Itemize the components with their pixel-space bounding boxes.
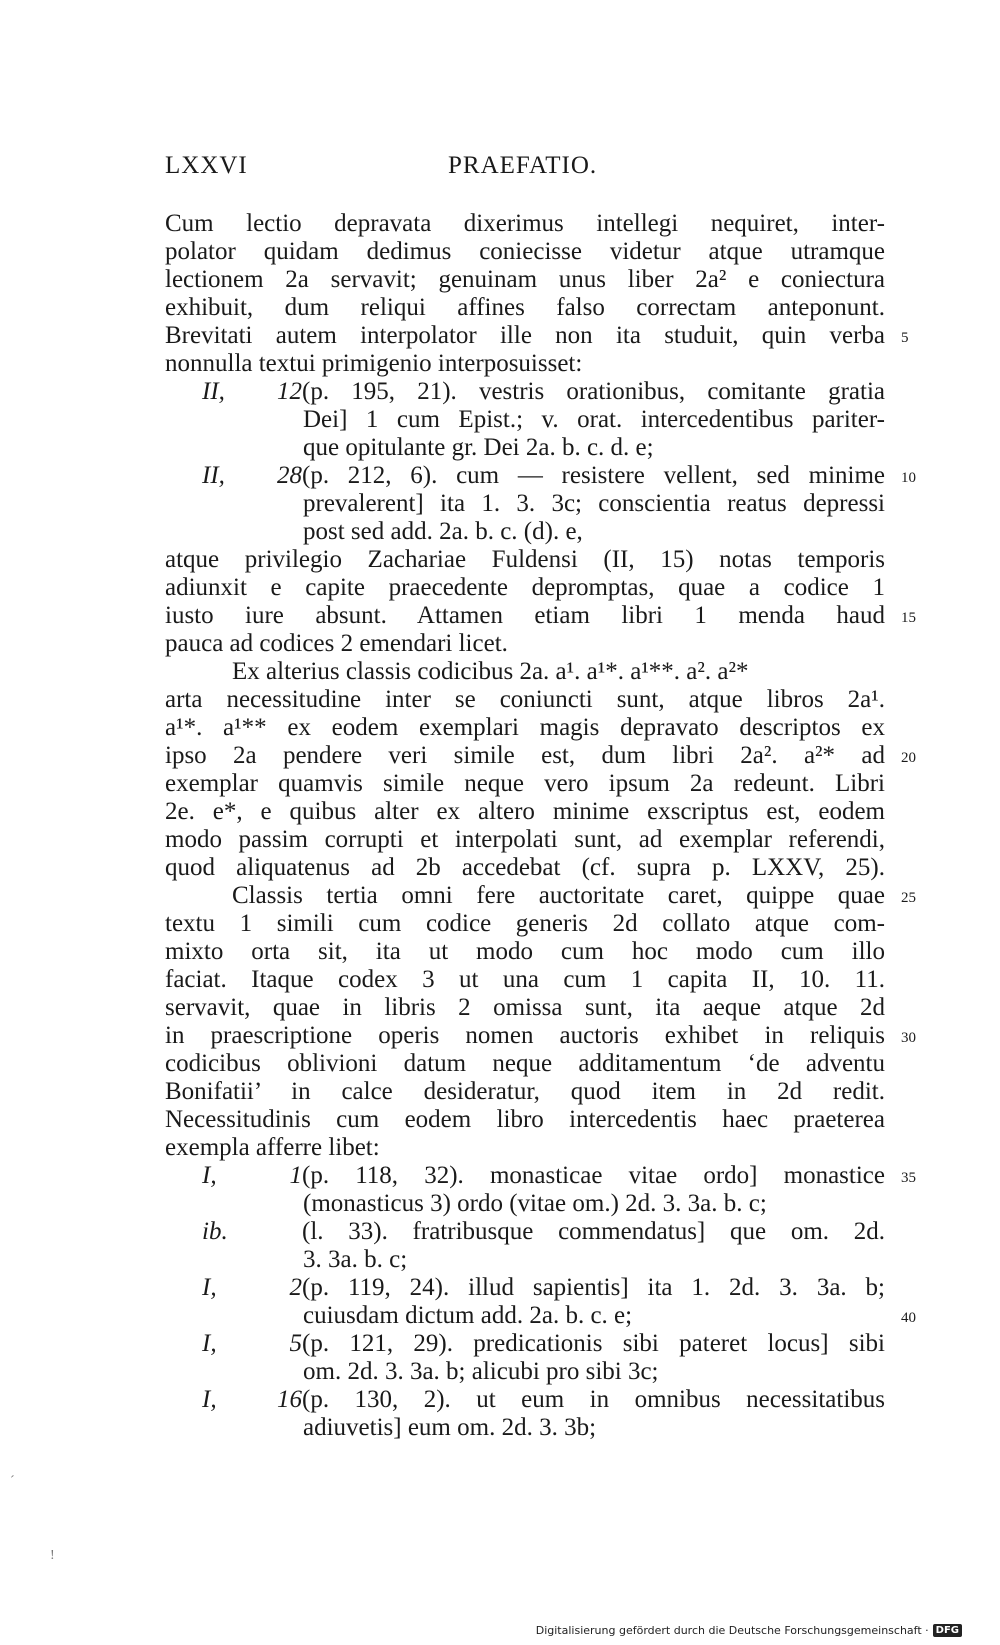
line-number: 5 bbox=[901, 330, 909, 346]
text-line: arta necessitudine inter se coniuncti sunt, atque libros 2a¹. bbox=[165, 686, 885, 713]
text-line bbox=[202, 1218, 885, 1246]
line-number: 30 bbox=[901, 1030, 916, 1046]
text-line: in praescriptione operis nomen auctoris exhibet in reliquis bbox=[165, 1022, 885, 1049]
text-line: cuiusdam dictum add. 2a. b. c. e; bbox=[303, 1302, 633, 1329]
text-line bbox=[202, 462, 885, 490]
text-line bbox=[202, 1330, 885, 1358]
text-line: post sed add. 2a. b. c. (d). e, bbox=[303, 518, 583, 545]
passage-reference: I, 5 bbox=[202, 1330, 302, 1357]
scan-mark: ´ bbox=[10, 1474, 15, 1489]
text-line: Brevitati autem interpolator ille non ita studuit, quin verba bbox=[165, 322, 885, 349]
text-line: que opitulante gr. Dei 2a. b. c. d. e; bbox=[303, 434, 654, 461]
passage-reference: I, 2 bbox=[202, 1274, 302, 1301]
passage-reference: II, 12 bbox=[202, 378, 302, 405]
digitization-credit bbox=[536, 1624, 962, 1637]
line-number: 20 bbox=[901, 750, 916, 766]
text-line: exhibuit, dum reliqui affines falso correctam anteponunt. bbox=[165, 294, 885, 321]
credit-text: Digitalisierung gefördert durch die Deutsche Forschungsgemeinschaft · bbox=[535, 1624, 929, 1637]
text-line: adiuvetis] eum om. 2d. 3. 3b; bbox=[303, 1414, 597, 1441]
text-line: Ex alterius classis codicibus 2a. a¹. a¹*. a¹**. a². a²* bbox=[232, 658, 749, 685]
line-number: 35 bbox=[901, 1170, 916, 1186]
text-line: mixto orta sit, ita ut modo cum hoc modo cum illo bbox=[165, 938, 885, 965]
passage-reference: I, 1 bbox=[202, 1162, 302, 1189]
passage-reference: II, 28 bbox=[202, 462, 302, 489]
text-line: om. 2d. 3. 3a. b; alicubi pro sibi 3c; bbox=[303, 1358, 659, 1385]
text-line: nonnulla textui primigenio interposuisset: bbox=[165, 350, 583, 377]
dfg-logo: DFG bbox=[933, 1624, 962, 1637]
text-line bbox=[202, 1386, 885, 1414]
text-line bbox=[202, 378, 885, 406]
text-line: codicibus oblivioni datum neque additamentum ‘de adventu bbox=[165, 1050, 885, 1077]
text-line bbox=[202, 1274, 885, 1302]
text-line: 2e. e*, e quibus alter ex altero minime exscriptus est, eodem bbox=[165, 798, 885, 825]
text-line: atque privilegio Zachariae Fuldensi (II, 15) notas temporis bbox=[165, 546, 885, 573]
text-line: Necessitudinis cum eodem libro intercedentis haec praeterea bbox=[165, 1106, 885, 1133]
line-number: 25 bbox=[901, 890, 916, 906]
text-line: (monasticus 3) ordo (vitae om.) 2d. 3. 3a. b. c; bbox=[303, 1190, 767, 1217]
text-line: adiunxit e capite praecedente depromptas, quae a codice 1 bbox=[165, 574, 885, 601]
line-text: (p. 121, 29). predicationis sibi pateret locus] sibi bbox=[302, 1330, 885, 1357]
line-number: 10 bbox=[901, 470, 916, 486]
text-line: iusto iure absunt. Attamen etiam libri 1 menda haud bbox=[165, 602, 885, 629]
line-text: (p. 130, 2). ut eum in omnibus necessitatibus bbox=[302, 1386, 885, 1413]
line-text: (l. 33). fratribusque commendatus] que om. 2d. bbox=[302, 1218, 885, 1245]
text-line: Cum lectio depravata dixerimus intellegi nequiret, inter- bbox=[165, 210, 885, 237]
line-text: (p. 195, 21). vestris orationibus, comitante gratia bbox=[302, 378, 885, 405]
text-line: modo passim corrupti et interpolati sunt, ad exemplar referendi, bbox=[165, 826, 885, 853]
text-line: 3. 3a. b. c; bbox=[303, 1246, 408, 1273]
text-line: pauca ad codices 2 emendari licet. bbox=[165, 630, 508, 657]
passage-reference: ib. bbox=[202, 1218, 228, 1245]
text-line: ipso 2a pendere veri simile est, dum libri 2a². a²* ad bbox=[165, 742, 885, 769]
text-line: Classis tertia omni fere auctoritate caret, quippe quae bbox=[232, 882, 885, 909]
text-line: Dei] 1 cum Epist.; v. orat. intercedentibus pariter- bbox=[303, 406, 885, 433]
text-line: textu 1 simili cum codice generis 2d collato atque com- bbox=[165, 910, 885, 937]
line-text: (p. 118, 32). monasticae vitae ordo] monastice bbox=[302, 1162, 885, 1189]
text-line: faciat. Itaque codex 3 ut una cum 1 capita II, 10. 11. bbox=[165, 966, 885, 993]
page-title: PRAEFATIO. bbox=[448, 152, 598, 179]
text-line: a¹*. a¹** ex eodem exemplari magis depravato descriptos ex bbox=[165, 714, 885, 741]
text-line: Bonifatii’ in calce desideratur, quod item in 2d redit. bbox=[165, 1078, 885, 1105]
text-line: quod aliquatenus ad 2b accedebat (cf. supra p. LXXV, 25). bbox=[165, 854, 885, 881]
line-number: 15 bbox=[901, 610, 916, 626]
text-line: polator quidam dedimus coniecisse videtur atque utramque bbox=[165, 238, 885, 265]
page-number: LXXVI bbox=[165, 152, 248, 179]
text-line bbox=[202, 1162, 885, 1190]
text-line: servavit, quae in libris 2 omissa sunt, ita aeque atque 2d bbox=[165, 994, 885, 1021]
text-line: lectionem 2a servavit; genuinam unus liber 2a² e coniectura bbox=[165, 266, 885, 293]
scan-mark: ! bbox=[50, 1548, 55, 1563]
text-line: exemplar quamvis simile neque vero ipsum 2a redeunt. Libri bbox=[165, 770, 885, 797]
text-line: prevalerent] ita 1. 3. 3c; conscientia reatus depressi bbox=[303, 490, 885, 517]
line-number: 40 bbox=[901, 1310, 916, 1326]
text-line: exempla afferre libet: bbox=[165, 1134, 380, 1161]
passage-reference: I, 16 bbox=[202, 1386, 302, 1413]
line-text: (p. 119, 24). illud sapientis] ita 1. 2d. 3. 3a. b; bbox=[302, 1274, 885, 1301]
line-text: (p. 212, 6). cum — resistere vellent, sed minime bbox=[302, 462, 885, 489]
